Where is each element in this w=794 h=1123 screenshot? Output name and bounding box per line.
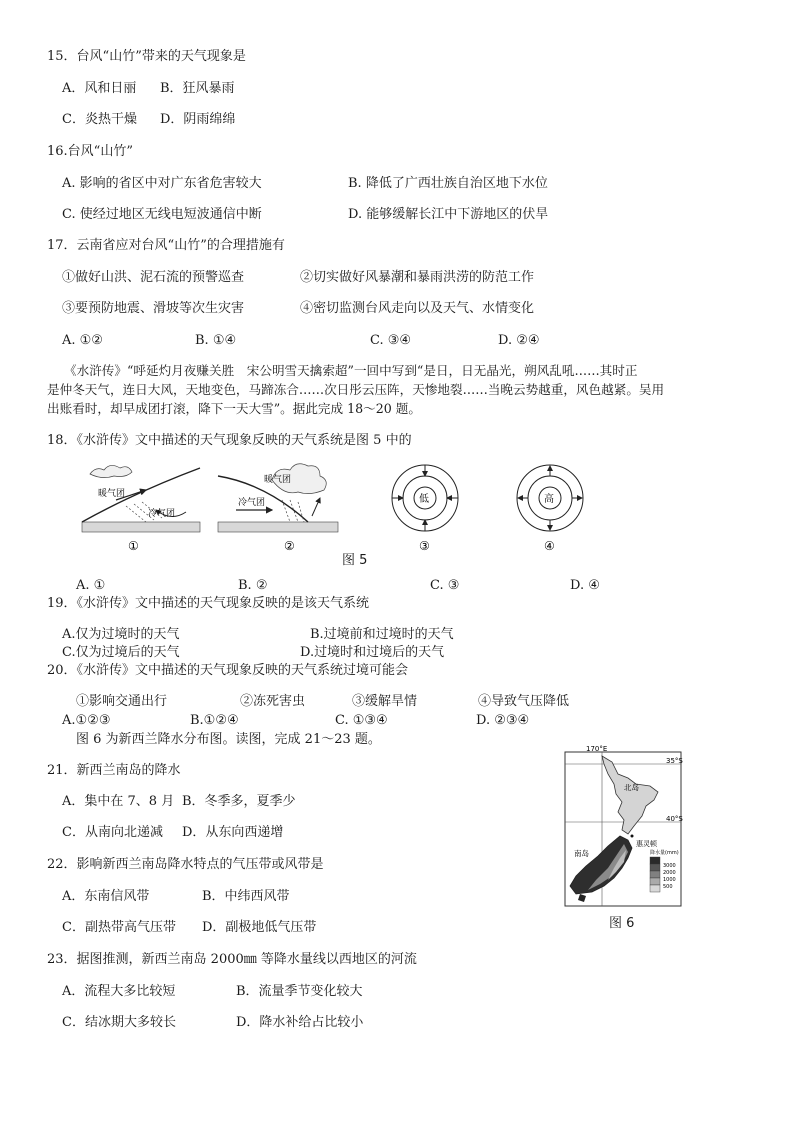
wellington-marker bbox=[631, 835, 634, 838]
q20-option-c[interactable]: C. ①③④ bbox=[335, 713, 388, 728]
q20-option-b[interactable]: B.①②④ bbox=[190, 713, 239, 728]
legend-value-500: 500 bbox=[663, 884, 673, 890]
q16-option-b[interactable]: B. 降低了广西壮族自治区地下水位 bbox=[348, 176, 548, 191]
diagram-number-3: ③ bbox=[419, 539, 430, 553]
q19-option-a[interactable]: A.仅为过境时的天气 bbox=[62, 627, 180, 642]
q20-stem: 20．《水浒传》文中描述的天气现象反映的天气系统过境可能会 bbox=[47, 663, 409, 678]
q15-option-b[interactable]: B．狂风暴雨 bbox=[160, 81, 235, 96]
figure-5-caption: 图 5 bbox=[342, 553, 368, 568]
cold-air-mass-label-1: 冷气团 bbox=[148, 509, 176, 519]
q19-option-c[interactable]: C.仅为过境后的天气 bbox=[62, 645, 180, 660]
warm-air-mass-label-2: 暖气团 bbox=[264, 475, 292, 485]
warm-front-diagram bbox=[82, 465, 200, 532]
low-pressure-diagram bbox=[392, 465, 458, 531]
q21-option-d[interactable]: D．从东向西递增 bbox=[182, 825, 284, 840]
figure-5-weather-systems bbox=[76, 462, 596, 554]
q16-option-a[interactable]: A. 影响的省区中对广东省危害较大 bbox=[62, 176, 262, 191]
q19-stem: 19．《水浒传》文中描述的天气现象反映的是该天气系统 bbox=[47, 596, 370, 611]
legend-swatch-2 bbox=[650, 864, 660, 871]
legend-swatch-4 bbox=[650, 878, 660, 885]
diagram-number-2: ② bbox=[284, 539, 295, 553]
q17-statement-2: ②切实做好风暴潮和暴雨洪涝的防范工作 bbox=[300, 270, 535, 285]
q21-option-b[interactable]: B．冬季多，夏季少 bbox=[182, 794, 296, 809]
q16-option-c[interactable]: C. 使经过地区无线电短波通信中断 bbox=[62, 207, 262, 222]
figure-6-new-zealand-map bbox=[562, 744, 686, 908]
q23-stem: 23．据图推测，新西兰南岛 2000㎜ 等降水量线以西地区的河流 bbox=[47, 952, 417, 967]
south-island-label: 南岛 bbox=[574, 849, 589, 858]
legend-title: 降水量(mm) bbox=[650, 850, 679, 856]
figure-6-intro: 图 6 为新西兰降水分布图。读图，完成 21～23 题。 bbox=[76, 732, 381, 747]
q23-option-a[interactable]: A．流程大多比较短 bbox=[62, 984, 176, 999]
cold-front-diagram bbox=[218, 464, 338, 532]
diagram-number-4: ④ bbox=[544, 539, 555, 553]
warm-air-mass-label: 暖气团 bbox=[98, 489, 126, 499]
q15-option-a[interactable]: A．风和日丽 bbox=[62, 81, 137, 96]
q20-statement-2: ②冻死害虫 bbox=[240, 694, 306, 709]
q22-stem: 22．影响新西兰南岛降水特点的气压带或风带是 bbox=[47, 857, 324, 872]
q17-option-a[interactable]: A. ①② bbox=[62, 333, 103, 348]
q16-stem: 16.台风“山竹” bbox=[47, 144, 133, 159]
passage-line-3: 出账看时，却早成团打滚，降下一天大雪”。据此完成 18～20 题。 bbox=[47, 401, 421, 416]
north-island-label: 北岛 bbox=[624, 783, 639, 792]
diagram-number-1: ① bbox=[128, 539, 139, 553]
q17-stem: 17．云南省应对台风“山竹”的合理措施有 bbox=[47, 238, 285, 253]
q18-option-a[interactable]: A. ① bbox=[76, 578, 106, 593]
low-pressure-label: 低 bbox=[419, 494, 429, 505]
q18-option-d[interactable]: D. ④ bbox=[570, 578, 600, 593]
latitude-40s-label: 40°S bbox=[666, 815, 683, 823]
q18-stem: 18．《水浒传》文中描述的天气现象反映的天气系统是图 5 中的 bbox=[47, 433, 412, 448]
q21-stem: 21．新西兰南岛的降水 bbox=[47, 763, 181, 778]
q22-option-b[interactable]: B．中纬西风带 bbox=[202, 889, 290, 904]
q19-option-d[interactable]: D.过境时和过境后的天气 bbox=[300, 645, 445, 660]
q18-option-b[interactable]: B. ② bbox=[238, 578, 268, 593]
wellington-label: 惠灵顿 bbox=[636, 840, 657, 848]
legend-swatch-5 bbox=[650, 885, 660, 892]
q22-option-c[interactable]: C．副热带高气压带 bbox=[62, 920, 176, 935]
q17-option-c[interactable]: C. ③④ bbox=[370, 333, 412, 348]
legend-value-1000: 1000 bbox=[663, 877, 676, 883]
q17-option-b[interactable]: B. ①④ bbox=[195, 333, 237, 348]
cold-air-mass-label-2: 冷气团 bbox=[238, 498, 266, 508]
q15-stem: 15．台风“山竹”带来的天气现象是 bbox=[47, 49, 246, 64]
passage-line-2: 是仲冬天气，连日大风，天地变色，马蹄冻合……次日彤云压阵，天惨地裂……当晚云势越重，风色越紧。吴用 bbox=[47, 382, 665, 397]
q17-option-d[interactable]: D. ②④ bbox=[498, 333, 540, 348]
q20-statement-4: ④导致气压降低 bbox=[478, 694, 570, 709]
q16-option-d[interactable]: D. 能够缓解长江中下游地区的伏旱 bbox=[348, 207, 549, 222]
q17-statement-4: ④密切监测台风走向以及天气、水情变化 bbox=[300, 301, 535, 316]
legend-value-3000: 3000 bbox=[663, 863, 676, 869]
latitude-35s-label: 35°S bbox=[666, 757, 683, 765]
q23-option-c[interactable]: C．结冰期大多较长 bbox=[62, 1015, 176, 1030]
q22-option-a[interactable]: A．东南信风带 bbox=[62, 889, 150, 904]
q20-option-a[interactable]: A.①②③ bbox=[62, 713, 111, 728]
longitude-170e-label: 170°E bbox=[586, 745, 608, 753]
q18-option-c[interactable]: C. ③ bbox=[430, 578, 460, 593]
q20-statement-1: ①影响交通出行 bbox=[76, 694, 168, 709]
q15-option-c[interactable]: C．炎热干燥 bbox=[62, 112, 137, 127]
high-pressure-label: 高 bbox=[544, 494, 554, 505]
q20-statement-3: ③缓解旱情 bbox=[352, 694, 418, 709]
figure-6-caption: 图 6 bbox=[609, 916, 635, 931]
q21-option-a[interactable]: A．集中在 7、8 月 bbox=[62, 794, 175, 809]
q15-option-d[interactable]: D．阴雨绵绵 bbox=[160, 112, 236, 127]
q22-option-d[interactable]: D．副极地低气压带 bbox=[202, 920, 317, 935]
legend-swatch-1 bbox=[650, 857, 660, 864]
passage-line-1: 《水浒传》“呼延灼月夜赚关胜 宋公明雪天擒索超”一回中写到“是日，日无晶光，朔风乱吼……其时正 bbox=[64, 363, 638, 378]
q17-statement-3: ③要预防地震、滑坡等次生灾害 bbox=[62, 301, 245, 316]
q21-option-c[interactable]: C．从南向北递减 bbox=[62, 825, 163, 840]
q23-option-d[interactable]: D．降水补给占比较小 bbox=[236, 1015, 364, 1030]
high-pressure-diagram bbox=[517, 465, 583, 531]
q20-option-d[interactable]: D. ②③④ bbox=[476, 713, 530, 728]
legend-swatch-3 bbox=[650, 871, 660, 878]
q23-option-b[interactable]: B．流量季节变化较大 bbox=[236, 984, 363, 999]
q17-statement-1: ①做好山洪、泥石流的预警巡查 bbox=[62, 270, 245, 285]
q19-option-b[interactable]: B.过境前和过境时的天气 bbox=[310, 627, 454, 642]
legend-value-2000: 2000 bbox=[663, 870, 676, 876]
